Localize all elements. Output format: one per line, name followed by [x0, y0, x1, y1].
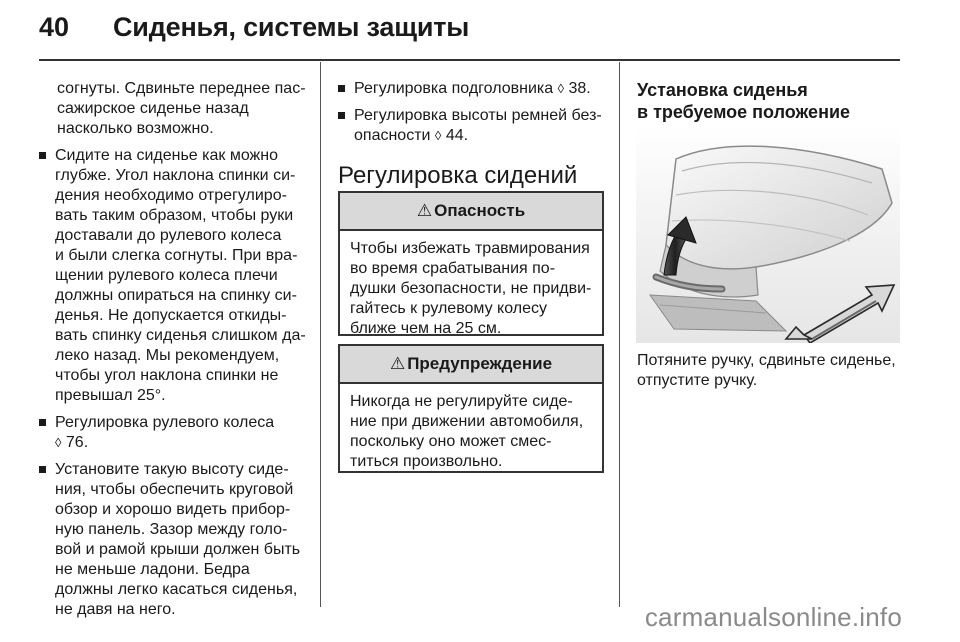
bullet-line: щении рулевого колеса плечи	[55, 267, 278, 284]
bullet-line: не давя на него.	[55, 601, 176, 618]
bullet-line: должны опираться на спинку си-	[55, 287, 297, 304]
bullet-line: дения необходимо отрегулиро-	[55, 187, 287, 204]
danger-box-body	[340, 231, 602, 339]
box-line: Никогда не регулируйте сиде-	[350, 393, 573, 410]
bullet-line: должны легко касаться сиденья,	[55, 581, 298, 598]
bullet-line: денья. Не допускается откиды-	[55, 307, 287, 324]
subsection-heading-line: Установка сиденья	[637, 80, 808, 100]
watermark: carmanualsonline.info	[644, 602, 902, 632]
warning-triangle-icon: ⚠	[389, 354, 406, 373]
bullet-line: и были слегка согнуты. При вра-	[55, 247, 298, 264]
box-line: ние при движении автомобиля,	[350, 413, 584, 430]
bullet-line: не меньше ладони. Бедра	[55, 561, 250, 578]
bullet-line: Регулировка подголовника	[354, 80, 554, 97]
warning-box-body	[340, 384, 602, 472]
bullet-line: доставали до рулевого колеса	[55, 227, 282, 244]
intro-line-1: согнуты. Сдвиньте переднее пас-	[57, 80, 306, 97]
bullet-line: вать таким образом, чтобы руки	[55, 207, 294, 224]
bullet-head-restraint	[338, 79, 610, 99]
bullet-line: Установите такую высоту сиде-	[55, 461, 289, 478]
box-line: титься произвольно.	[350, 453, 503, 470]
caption-line: Потяните ручку, сдвиньте сиденье,	[637, 352, 896, 369]
box-line: Чтобы избежать травмирования	[350, 240, 590, 257]
column-3	[637, 79, 907, 123]
bullet-line: опасности	[354, 127, 431, 144]
page-reference-icon: ◊	[434, 128, 442, 143]
danger-box-title: Опасность	[434, 201, 526, 220]
bullet-line: Регулировка рулевого колеса	[55, 414, 275, 431]
box-line: во время срабатывания по-	[350, 260, 556, 277]
intro-line-2: сажирское сиденье назад	[57, 100, 249, 117]
bullet-belt-height	[338, 106, 610, 146]
warning-box	[338, 344, 604, 473]
column-2	[338, 79, 610, 190]
bullet-line: ния, чтобы обеспечить круговой	[55, 481, 294, 498]
intro-line-3: насколько возможно.	[57, 120, 214, 137]
page-reference-link[interactable]: 38.	[568, 80, 591, 97]
section-heading: Регулировка сидений	[338, 162, 578, 189]
bullet-line: ную панель. Зазор между голо-	[55, 521, 288, 538]
page-reference-icon: ◊	[557, 81, 565, 96]
column-divider-left	[320, 62, 321, 607]
bullet-line: обзор и хорошо видеть прибор-	[55, 501, 291, 518]
bullet-line: вать спинку сиденья слишком да-	[55, 327, 306, 344]
seat-adjustment-illustration	[636, 125, 900, 343]
illustration-caption	[637, 351, 907, 391]
box-line: ближе чем на 25 см.	[350, 320, 502, 337]
bullet-line: леко назад. Мы рекомендуем,	[55, 347, 280, 364]
page-title: Сиденья, системы защиты	[113, 12, 470, 42]
column-divider-right	[619, 62, 620, 607]
warning-box-header	[340, 346, 602, 384]
bullet-line: чтобы угол наклона спинки не	[55, 367, 279, 384]
header-rule	[39, 59, 900, 61]
subsection-heading-line: в требуемое положение	[637, 102, 851, 122]
column-1	[57, 79, 319, 627]
bullet-line: Сидите на сиденье как можно	[55, 147, 278, 164]
warning-box-title: Предупреждение	[407, 354, 553, 373]
box-line: гайтесь к рулевому колесу	[350, 300, 547, 317]
page-reference-link[interactable]: 76.	[65, 434, 89, 451]
warning-triangle-icon: ⚠	[416, 201, 433, 220]
bullet-line: превышал 25°.	[55, 387, 166, 404]
page-reference-link[interactable]: 44.	[445, 127, 469, 144]
caption-line: отпустите ручку.	[637, 372, 758, 389]
box-line: поскольку оно может смес-	[350, 433, 552, 450]
box-line: душки безопасности, не придви-	[350, 280, 592, 297]
bullet-seating-position	[39, 146, 319, 406]
danger-box-header	[340, 193, 602, 231]
bullet-line: глубже. Угол наклона спинки си-	[55, 167, 296, 184]
page-number: 40	[39, 12, 70, 42]
subsection-heading	[637, 79, 907, 123]
page-reference-icon: ◊	[55, 435, 62, 450]
bullet-steering-wheel	[39, 413, 319, 453]
bullet-seat-height	[39, 460, 319, 620]
bullet-line: вой и рамой крыши должен быть	[55, 541, 301, 558]
intro-paragraph	[57, 79, 319, 139]
bullet-line: Регулировка высоты ремней без-	[354, 107, 602, 124]
danger-box	[338, 191, 604, 336]
